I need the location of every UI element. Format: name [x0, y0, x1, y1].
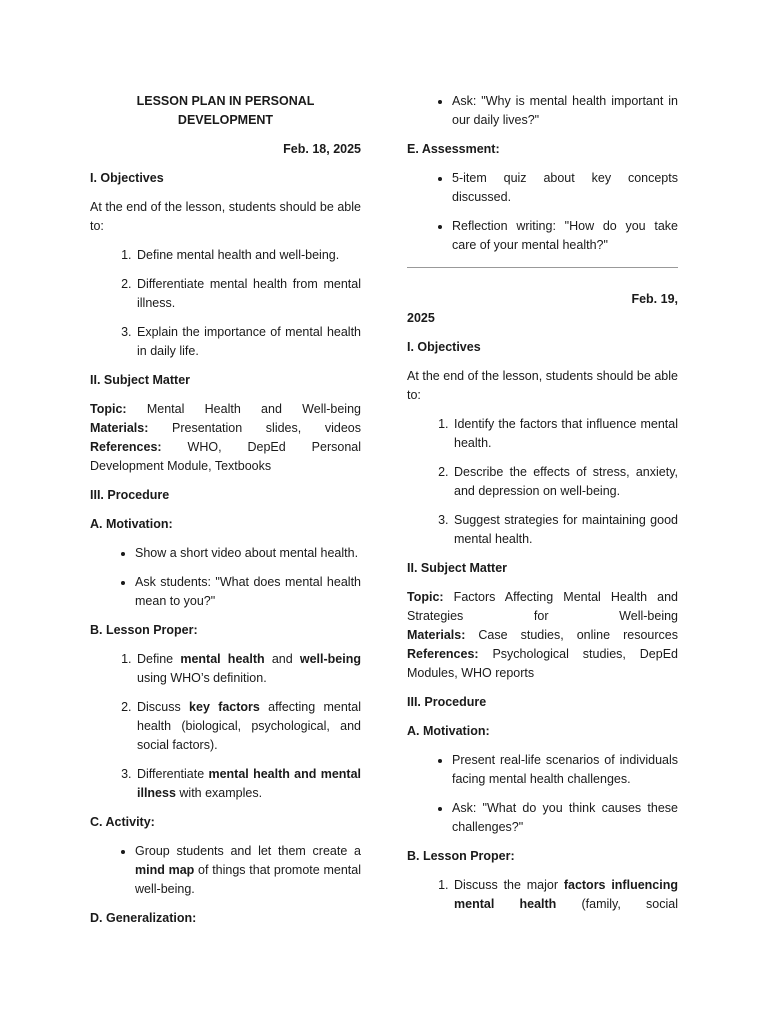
- motivation-list: [407, 751, 678, 837]
- lesson-date: Feb. 18, 2025: [283, 142, 361, 156]
- motivation-list: [90, 544, 361, 611]
- materials-line: [90, 419, 361, 438]
- list-item: • 5-item quiz about key concepts discussed.: [452, 169, 678, 207]
- list-item: 3. Suggest strategies for maintaining good mental health.: [452, 511, 678, 549]
- text-span: Discuss the major: [454, 878, 564, 892]
- list-item: [135, 650, 361, 688]
- bold-term: well-being: [299, 652, 361, 666]
- topic-line: [90, 400, 361, 419]
- materials-line: [407, 626, 678, 645]
- objectives-intro: At the end of the lesson, students should be able to:: [407, 369, 678, 402]
- generalization-heading: D. Generalization:: [90, 911, 197, 925]
- objectives-list: [90, 246, 361, 361]
- objectives-list: [407, 415, 678, 549]
- text-span: (family, social: [556, 897, 678, 911]
- right-column: [407, 92, 678, 924]
- bold-term: mental health and mental illness: [137, 767, 361, 800]
- text-span: using WHO’s definition.: [137, 671, 267, 685]
- procedure-heading: III. Procedure: [90, 488, 170, 502]
- list-item: 2. Describe the effects of stress, anxiety, and depression on well-being.: [452, 463, 678, 501]
- section-divider: [407, 267, 678, 268]
- lesson-date-part1: Feb. 19,: [631, 292, 678, 306]
- objectives-intro: At the end of the lesson, students should be able to:: [90, 200, 361, 233]
- topic-line: [407, 588, 678, 626]
- references-label: References:: [407, 647, 479, 661]
- subject-matter-block: [90, 400, 361, 476]
- text-span: with examples.: [175, 786, 263, 800]
- activity-heading: C. Activity:: [90, 815, 155, 829]
- references-label: References:: [90, 440, 162, 454]
- lesson-proper-heading: B. Lesson Proper:: [90, 623, 198, 637]
- list-item: [135, 765, 361, 803]
- subject-matter-heading: II. Subject Matter: [407, 561, 508, 575]
- assessment-list: [407, 169, 678, 255]
- materials-label: Materials:: [407, 628, 466, 642]
- references-value: Psychological studies, DepEd Modules, WHO reports: [407, 647, 678, 680]
- procedure-heading: III. Procedure: [407, 695, 487, 709]
- references-line: [90, 438, 361, 476]
- materials-value: Presentation slides, videos: [148, 421, 361, 435]
- lesson-date-part2: 2025: [407, 311, 435, 325]
- subject-matter-block: [407, 588, 678, 683]
- bold-term: mind map: [135, 863, 195, 877]
- text-span: affecting mental health (biological, psychological, and social factors).: [137, 700, 361, 752]
- generalization-list: [407, 92, 678, 130]
- assessment-heading: E. Assessment:: [407, 142, 500, 156]
- list-item: • Ask: "What do you think causes these challenges?": [452, 799, 678, 837]
- topic-label: Topic:: [407, 590, 444, 604]
- list-item: 1. Identify the factors that influence mental health.: [452, 415, 678, 453]
- references-line: [407, 645, 678, 683]
- list-item: • Present real-life scenarios of individuals facing mental health challenges.: [452, 751, 678, 789]
- objectives-heading: I. Objectives: [90, 171, 164, 185]
- bold-term: key factors: [189, 700, 260, 714]
- lesson-proper-list: [90, 650, 361, 803]
- lesson-proper-list: [407, 876, 678, 914]
- list-item: • Ask: "Why is mental health important in our daily lives?": [452, 92, 678, 130]
- text-span: Discuss: [137, 700, 190, 714]
- references-value: WHO, DepEd Personal Development Module, Textbooks: [90, 440, 361, 473]
- topic-value: Mental Health and Well-being: [126, 402, 361, 416]
- document-title: LESSON PLAN IN PERSONAL DEVELOPMENT: [136, 94, 315, 127]
- list-item: 3. Explain the importance of mental health in daily life.: [135, 323, 361, 361]
- text-span: of things that promote mental well-being.: [135, 863, 361, 896]
- bold-term: mental health: [180, 652, 265, 666]
- motivation-heading: A. Motivation:: [90, 517, 173, 531]
- list-item: • Reflection writing: "How do you take care of your mental health?": [452, 217, 678, 255]
- text-span: Define: [137, 652, 181, 666]
- topic-label: Topic:: [90, 402, 127, 416]
- text-span: and: [264, 652, 300, 666]
- list-item: [135, 698, 361, 755]
- subject-matter-heading: II. Subject Matter: [90, 373, 191, 387]
- text-span: Group students and let them create a: [135, 844, 361, 858]
- list-item: 2. Differentiate mental health from mental illness.: [135, 275, 361, 313]
- list-item: • Show a short video about mental health.: [135, 544, 361, 563]
- list-item: [135, 842, 361, 899]
- list-item: 1. Define mental health and well-being.: [135, 246, 361, 265]
- materials-value: Case studies, online resources: [465, 628, 678, 642]
- motivation-heading: A. Motivation:: [407, 724, 490, 738]
- topic-value: Factors Affecting Mental Health and Strategies for Well-being: [407, 590, 678, 623]
- left-column: [90, 92, 361, 938]
- objectives-heading: I. Objectives: [407, 340, 481, 354]
- bold-term: factors influencing mental health: [454, 878, 678, 911]
- list-item: • Ask students: "What does mental health mean to you?": [135, 573, 361, 611]
- list-item: [452, 876, 678, 914]
- text-span: Differentiate: [137, 767, 209, 781]
- activity-list: [90, 842, 361, 899]
- lesson-proper-heading: B. Lesson Proper:: [407, 849, 515, 863]
- materials-label: Materials:: [90, 421, 149, 435]
